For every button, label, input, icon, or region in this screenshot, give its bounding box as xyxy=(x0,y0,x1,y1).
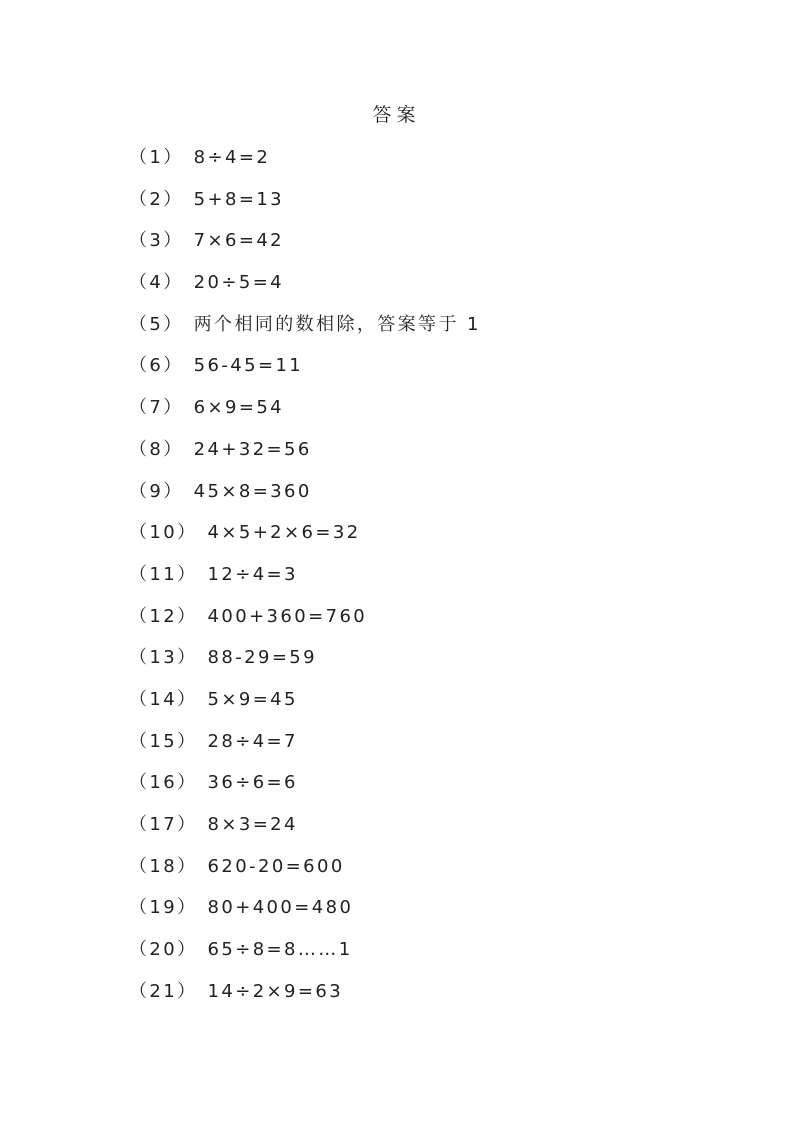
page-title: 答案 xyxy=(372,104,421,126)
answer-number: （8） xyxy=(129,438,184,460)
answer-item xyxy=(129,811,481,853)
answer-number: （19） xyxy=(129,897,198,919)
answer-text: 5×9=45 xyxy=(207,688,298,710)
answer-number: （4） xyxy=(129,272,184,294)
answer-text: 12÷4=3 xyxy=(207,563,298,585)
answer-item xyxy=(129,644,481,686)
answer-number: （3） xyxy=(129,230,184,252)
answer-number: （9） xyxy=(129,480,184,502)
answer-item xyxy=(129,728,481,770)
answer-item xyxy=(129,519,481,561)
answer-text: 6×9=54 xyxy=(193,397,285,419)
answer-item xyxy=(129,436,481,478)
answer-text: 400+360=760 xyxy=(207,605,368,627)
answer-text: 5+8=13 xyxy=(193,188,285,210)
answer-item xyxy=(129,227,481,269)
answer-number: （16） xyxy=(129,772,198,794)
answer-text: 两个相同的数相除，答案等于 1 xyxy=(193,313,481,335)
answer-number: （14） xyxy=(129,688,198,710)
answer-number: （6） xyxy=(129,355,184,377)
answer-text: 56-45=11 xyxy=(193,355,304,377)
answer-item xyxy=(129,311,481,353)
answer-item xyxy=(129,269,481,311)
answer-number: （15） xyxy=(129,730,198,752)
answer-item xyxy=(129,352,481,394)
answer-number: （7） xyxy=(129,397,184,419)
answer-item xyxy=(129,894,481,936)
answer-text: 80+400=480 xyxy=(207,897,354,919)
answer-text: 36÷6=6 xyxy=(207,772,298,794)
answer-item xyxy=(129,478,481,520)
answer-text: 28÷4=7 xyxy=(207,730,298,752)
answer-number: （18） xyxy=(129,855,198,877)
answer-text: 24+32=56 xyxy=(193,438,312,460)
answer-item xyxy=(129,186,481,228)
answer-number: （13） xyxy=(129,647,198,669)
answer-item xyxy=(129,978,481,1020)
answer-item xyxy=(129,394,481,436)
answer-text: 8×3=24 xyxy=(207,814,298,835)
answer-number: （12） xyxy=(129,605,198,627)
answer-number: （11） xyxy=(129,563,198,585)
answer-number: （17） xyxy=(129,814,198,835)
answer-text: 45×8=360 xyxy=(193,480,312,502)
answer-number: （20） xyxy=(129,939,198,961)
answer-text: 65÷8=8……1 xyxy=(207,939,353,961)
answer-item xyxy=(129,936,481,978)
answer-number: （2） xyxy=(129,188,184,210)
answer-item xyxy=(129,603,481,645)
answer-text: 620-20=600 xyxy=(207,855,345,877)
answer-number: （10） xyxy=(129,522,198,544)
answer-item xyxy=(129,769,481,811)
answer-text: 14÷2×9=63 xyxy=(207,980,344,1002)
answer-item xyxy=(129,144,481,186)
answer-item xyxy=(129,853,481,895)
answer-text: 8÷4=2 xyxy=(193,147,271,168)
answer-text: 88-29=59 xyxy=(207,647,318,669)
answer-text: 20÷5=4 xyxy=(193,272,285,294)
answer-list xyxy=(129,144,481,1019)
answer-number: （5） xyxy=(129,313,184,335)
answer-number: （1） xyxy=(129,147,184,168)
answer-text: 4×5+2×6=32 xyxy=(207,522,361,544)
answer-text: 7×6=42 xyxy=(193,230,285,252)
answer-item xyxy=(129,561,481,603)
answer-item xyxy=(129,686,481,728)
answer-number: （21） xyxy=(129,980,198,1002)
